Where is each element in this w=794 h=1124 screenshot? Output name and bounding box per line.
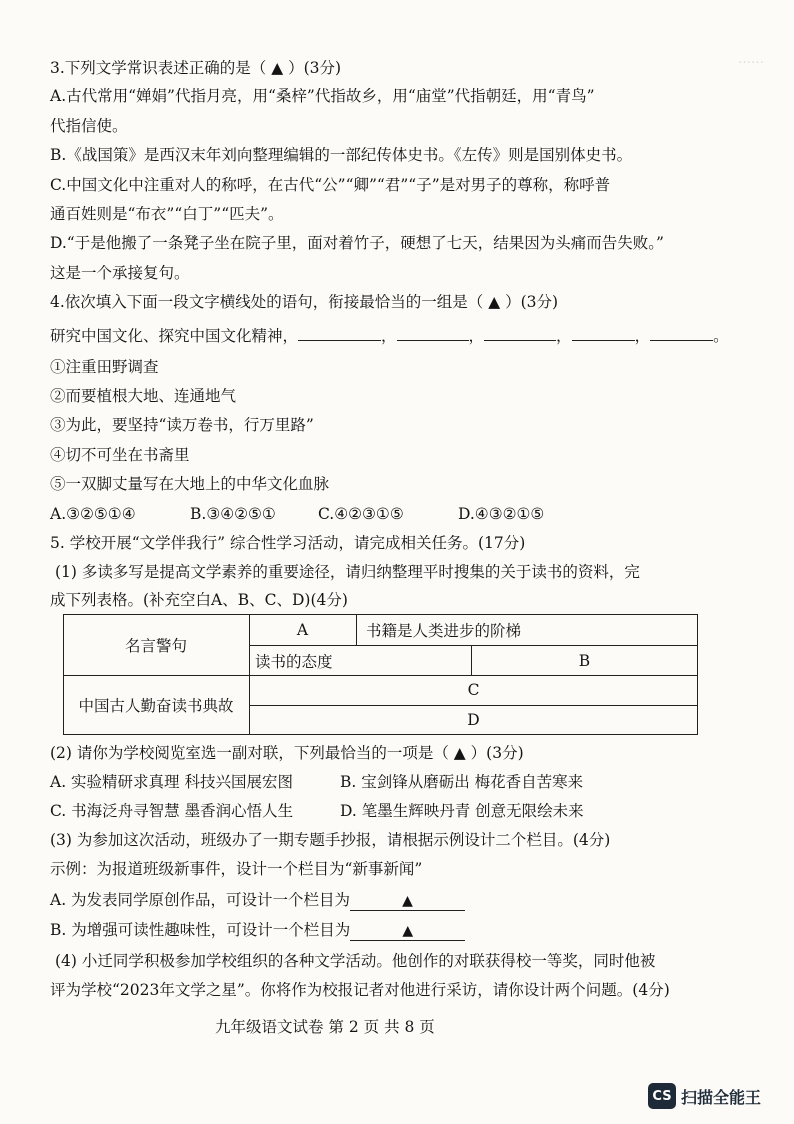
q4-sentence-1: ①注重田野调查 xyxy=(50,358,159,376)
q3-option-c-line2: 通百姓则是“布衣”“白丁”“匹夫”。 xyxy=(50,205,284,223)
q5-stem: 5. 学校开展“文学伴我行” 综合性学习活动，请完成相关任务。(17分) xyxy=(50,534,526,552)
page-footer: 九年级语文试卷 第 2 页 共 8 页 xyxy=(215,1018,435,1036)
q4-sentence-5: ⑤一双脚丈量写在大地上的中华文化血脉 xyxy=(50,475,330,493)
answer-blank-4[interactable] xyxy=(572,326,635,341)
triangle-mark-icon: ▲ xyxy=(402,893,413,909)
table-blank-c[interactable]: C xyxy=(467,681,480,699)
camscanner-logo-icon: CS xyxy=(648,1083,676,1109)
answer-blank-3[interactable] xyxy=(484,326,556,341)
table-quote: 书籍是人类进步的阶梯 xyxy=(366,621,522,640)
q5-part2-option-d[interactable]: D. 笔墨生辉映丹青 创意无限绘未来 xyxy=(340,802,584,820)
q4-sentence-3: ③为此，要坚持“读万卷书，行万里路” xyxy=(50,416,314,434)
answer-blank-5[interactable] xyxy=(650,326,713,341)
q3-option-b: B.《战国策》是西汉末年刘向整理编辑的一部纪传体史书。《左传》则是国别体史书。 xyxy=(50,146,633,164)
triangle-mark-icon: ▲ xyxy=(402,923,414,939)
answer-blank-column-a[interactable] xyxy=(350,892,465,911)
q4-option-c[interactable]: C.④②③①⑤ xyxy=(318,505,404,523)
camscanner-watermark: 扫描全能王 xyxy=(681,1088,762,1107)
q5-part3-stem: (3) 为参加这次活动，班级办了一期专题手抄报，请根据示例设计二个栏目。(4分) xyxy=(50,831,611,849)
q4-intro: 研究中国文化、探究中国文化精神， xyxy=(50,327,299,345)
bleed-through-text: …… xyxy=(738,52,764,67)
q5-part4-line2: 评为学校“2023年文学之星”。你将作为校报记者对他进行采访，请你设计两个问题。(4分) xyxy=(50,981,670,999)
q5-part3-example: 示例：为报道班级新事件，设计一个栏目为“新事新闻” xyxy=(50,860,423,878)
q3-option-a-line1: A.古代常用“婵娟”代指月亮，用“桑梓”代指故乡，用“庙堂”代指朝廷，用“青鸟” xyxy=(50,87,595,105)
q5-part3-b xyxy=(50,920,465,941)
q3-option-d-line2: 这是一个承接复句。 xyxy=(50,264,190,282)
q3-stem: 3.下列文学常识表述正确的是（ ▲ ）(3分) xyxy=(50,59,342,77)
q5-part2-row1 xyxy=(50,772,583,792)
q3-option-a-line2: 代指信使。 xyxy=(50,117,128,135)
table-blank-d[interactable]: D xyxy=(467,710,480,729)
q4-option-a[interactable]: A.③②⑤①④ xyxy=(50,505,136,523)
q4-intro-line: 研究中国文化、探究中国文化精神， ， ， ， ， 。 xyxy=(50,327,729,345)
table-header-quotes: 名言警句 xyxy=(124,636,187,655)
q4-sentence-2: ②而要植根大地、连通地气 xyxy=(50,387,237,405)
table-reading-attitude: 读书的态度 xyxy=(255,652,333,671)
reading-table xyxy=(63,614,698,735)
q4-stem: 4.依次填入下面一段文字横线处的语句，衔接最恰当的一组是（ ▲ ）(3分) xyxy=(50,293,559,311)
q5-part2-option-b[interactable]: B. 宝剑锋从磨砺出 梅花香自苦寒来 xyxy=(340,773,584,791)
q5-part2-option-a[interactable]: A. 实验精研求真理 科技兴国展宏图 xyxy=(50,773,293,791)
q5-part1-line1: (1) 多读多写是提高文学素养的重要途径，请归纳整理平时搜集的关于读书的资料，完 xyxy=(55,563,640,581)
answer-blank-column-b[interactable] xyxy=(350,922,465,941)
q5-part3-a xyxy=(50,890,465,911)
q4-options xyxy=(50,504,544,524)
table-blank-a[interactable]: A xyxy=(296,620,309,639)
q3-option-c-line1: C.中国文化中注重对人的称呼，在古代“公”“卿”“君”“子”是对男子的尊称，称呼普 xyxy=(50,176,611,194)
table-header-allusions: 中国古人勤奋读书典故 xyxy=(78,696,234,715)
q3-option-d-line1: D.“于是他搬了一条凳子坐在院子里，面对着竹子，硬想了七天，结果因为头痛而告失败。” xyxy=(50,234,664,252)
answer-blank-2[interactable] xyxy=(397,326,469,341)
q5-part2-row2 xyxy=(50,801,584,821)
q5-part2-stem: (2) 请你为学校阅览室选一副对联，下列最恰当的一项是（ ▲ ）(3分) xyxy=(50,744,524,762)
q5-part3-b-text: B. 为增强可读性趣味性，可设计一个栏目为 xyxy=(50,921,351,939)
q5-part2-option-c[interactable]: C. 书海泛舟寻智慧 墨香润心悟人生 xyxy=(50,802,294,820)
q5-part4-line1: (4) 小迁同学积极参加学校组织的各种文学活动。他创作的对联获得校一等奖，同时他被 xyxy=(55,952,656,970)
table-blank-b[interactable]: B xyxy=(578,651,591,670)
answer-blank-1[interactable] xyxy=(298,326,381,341)
table-border xyxy=(63,734,698,735)
q5-part1-line2: 成下列表格。(补充空白A、B、C、D)(4分) xyxy=(50,591,348,609)
q4-option-b[interactable]: B.③④②⑤① xyxy=(190,505,276,523)
q5-part3-a-text: A. 为发表同学原创作品，可设计一个栏目为 xyxy=(50,891,351,909)
q4-option-d[interactable]: D.④③②①⑤ xyxy=(458,505,545,523)
q4-sentence-4: ④切不可坐在书斋里 xyxy=(50,446,190,464)
